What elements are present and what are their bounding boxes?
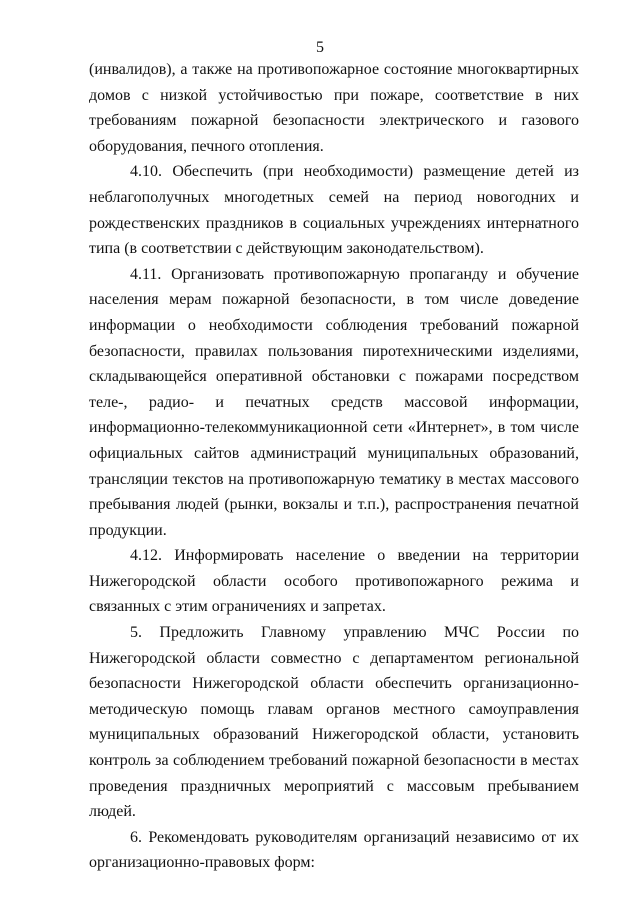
paragraph-6: 6. Рекомендовать руководителям организаций независимо от их организационно-правовых форм:	[89, 828, 579, 872]
page-number: 5	[316, 39, 324, 56]
paragraph-4-10: 4.10. Обеспечить (при необходимости) размещение детей из неблагополучных многодетных семей на период новогодних и рождественских праздников в социальных учреждениях интернатного типа (в соответствии с действующим законодательством).	[89, 163, 579, 258]
paragraph-4-11: 4.11. Организовать противопожарную пропаганду и обучение населения мерам пожарной безопасности, в том числе доведение информации о необходимости соблюдения требований пожарной безопасности, правилах пользования пиротехническими изделиями, складывающейся оперативной обстановки с пожарами посредством теле-, радио- и печатных средств массовой информации, информационно-телекоммуникационной сети «Интернет», в том числе официальных сайтов администраций муниципальных образований, трансляции текстов на противопожарную тематику в местах массового пребывания людей (рынки, вокзалы и т.п.), распространения печатной продукции.	[89, 265, 579, 539]
paragraph-continuation: (инвалидов), а также на противопожарное состояние многоквартирных домов с низкой устойчивостью при пожаре, соответствие в них требованиям пожарной безопасности электрического и газового оборудования, печного отопления.	[89, 61, 579, 155]
paragraph-5: 5. Предложить Главному управлению МЧС России по Нижегородской области совместно с департаментом региональной безопасности Нижегородской области обеспечить организационно-методическую помощь главам органов местного самоуправления муниципальных образований Нижегородской области, установить контроль за соблюдением требований пожарной безопасности в местах проведения праздничных мероприятий с массовым пребыванием людей.	[89, 624, 579, 821]
paragraph-4-12: 4.12. Информировать население о введении на территории Нижегородской области особого противопожарного режима и связанных с этим ограничениях и запретах.	[89, 547, 579, 616]
document-body	[89, 57, 579, 876]
